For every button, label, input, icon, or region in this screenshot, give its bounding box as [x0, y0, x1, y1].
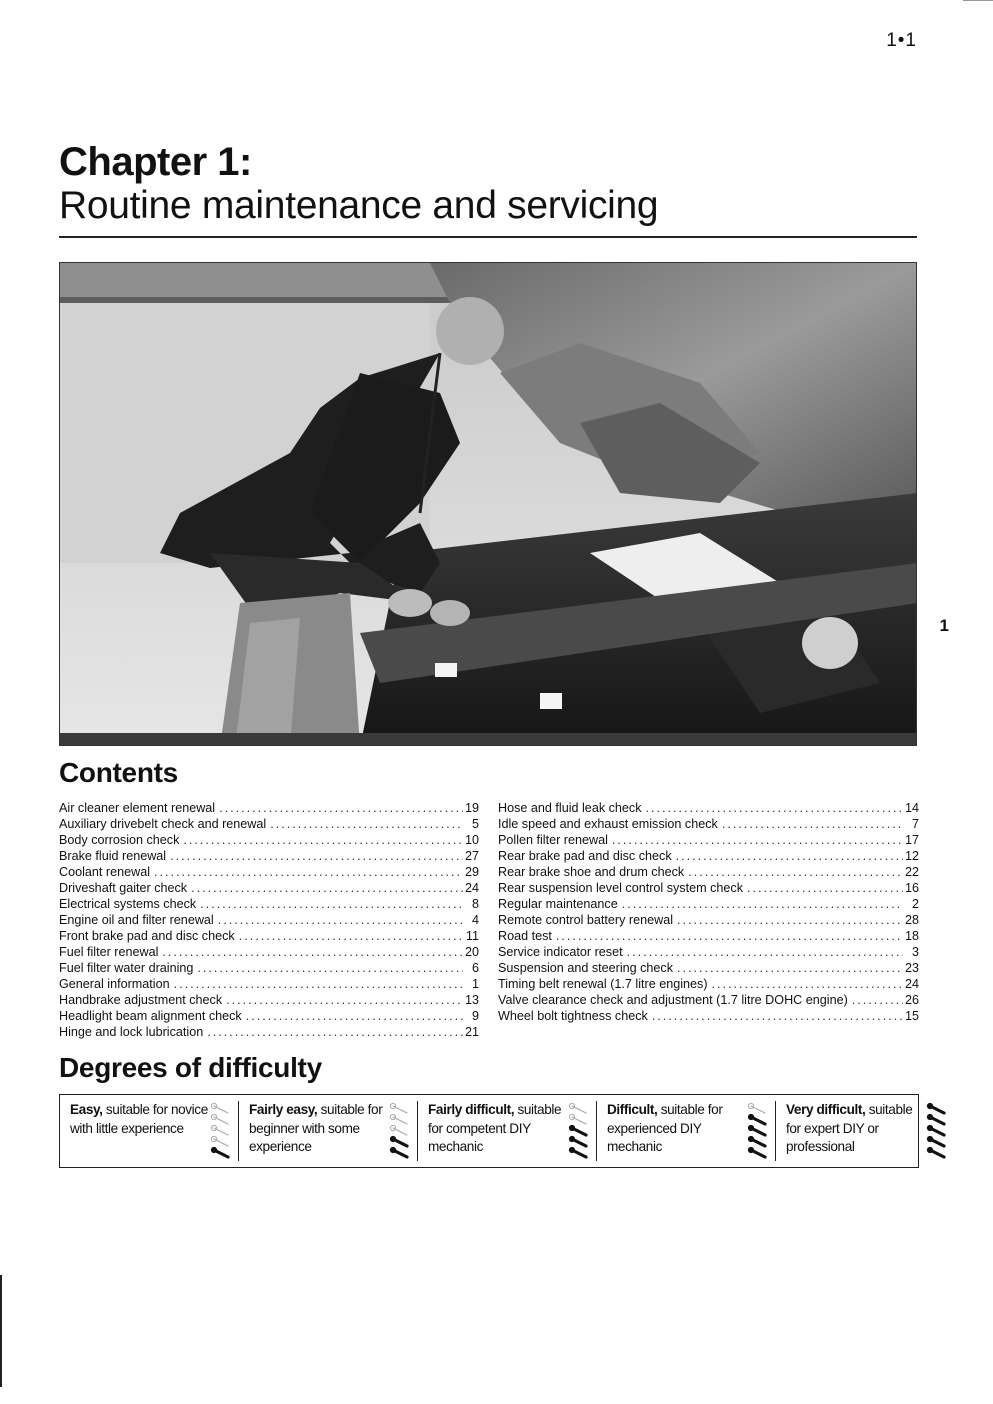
toc-leader — [747, 880, 903, 896]
spanner-outline-icon — [569, 1103, 586, 1113]
toc-entry[interactable]: Hinge and lock lubrication ..... 21 — [59, 1024, 479, 1040]
toc-leader — [191, 880, 463, 896]
toc-entry[interactable]: Remote control battery renewal ..... 28 — [498, 912, 919, 928]
spanner-rating-icons — [747, 1101, 769, 1161]
spanner-outline-icon — [748, 1103, 765, 1113]
toc-entry[interactable]: Body corrosion check ..... 10 — [59, 832, 479, 848]
toc-entry[interactable]: Coolant renewal ..... 29 — [59, 864, 479, 880]
contents-heading: Contents — [59, 757, 178, 788]
toc-entry[interactable]: General information ..... 1 — [59, 976, 479, 992]
toc-entry[interactable]: Brake fluid renewal ..... 27 — [59, 848, 479, 864]
spanner-filled-icon — [927, 1114, 944, 1124]
mechanic-engine-photo — [59, 262, 917, 746]
toc-leader — [622, 896, 903, 912]
difficulty-level-1 — [60, 1101, 238, 1161]
spanner-filled-icon — [748, 1136, 765, 1146]
toc-leader — [174, 976, 463, 992]
spanner-filled-icon — [569, 1147, 586, 1157]
spanner-outline-icon — [211, 1114, 228, 1124]
chapter-subtitle: Routine maintenance and servicing — [59, 184, 659, 227]
spanner-rating-icons — [210, 1101, 232, 1161]
spanner-filled-icon — [927, 1103, 944, 1113]
toc-leader — [226, 992, 463, 1008]
spanner-filled-icon — [569, 1136, 586, 1146]
spanner-outline-icon — [211, 1136, 228, 1146]
toc-entry[interactable]: Driveshaft gaiter check ..... 24 — [59, 880, 479, 896]
difficulty-level-2 — [238, 1101, 417, 1161]
spanner-outline-icon — [211, 1103, 228, 1113]
difficulty-description: Easy, suitable for novice with little experience — [70, 1102, 208, 1136]
toc-leader — [246, 1008, 463, 1024]
toc-entry[interactable]: Air cleaner element renewal ..... 19 — [59, 800, 479, 816]
toc-entry[interactable]: Suspension and steering check ..... 23 — [498, 960, 919, 976]
spanner-outline-icon — [390, 1114, 407, 1124]
toc-leader — [154, 864, 463, 880]
toc-leader — [722, 816, 903, 832]
toc-leader — [677, 912, 903, 928]
toc-leader — [207, 1024, 463, 1040]
toc-leader — [200, 896, 463, 912]
difficulty-rating-box — [59, 1094, 919, 1168]
difficulty-description: Fairly difficult, suitable for competent DIY mechanic — [428, 1102, 562, 1154]
spanner-filled-icon — [390, 1136, 407, 1146]
toc-entry[interactable]: Rear suspension level control system check ..... 16 — [498, 880, 919, 896]
toc-leader — [676, 848, 903, 864]
toc-entry[interactable]: Hose and fluid leak check ..... 14 — [498, 800, 919, 816]
top-edge-mark — [963, 0, 993, 1]
toc-entry[interactable]: Fuel filter renewal ..... 20 — [59, 944, 479, 960]
toc-leader — [170, 848, 463, 864]
photo-illustration — [60, 263, 917, 746]
toc-leader — [627, 944, 903, 960]
spanner-filled-icon — [748, 1114, 765, 1124]
toc-entry[interactable]: Service indicator reset ..... 3 — [498, 944, 919, 960]
toc-leader — [197, 960, 463, 976]
difficulty-heading: Degrees of difficulty — [59, 1052, 322, 1083]
spanner-outline-icon — [211, 1125, 228, 1135]
spanner-rating-icons — [568, 1101, 590, 1161]
spanner-outline-icon — [569, 1114, 586, 1124]
spanner-filled-icon — [927, 1136, 944, 1146]
toc-leader — [556, 928, 903, 944]
toc-leader — [183, 832, 463, 848]
toc-entry[interactable]: Idle speed and exhaust emission check ..... 7 — [498, 816, 919, 832]
toc-leader — [218, 912, 463, 928]
toc-entry[interactable]: Front brake pad and disc check ..... 11 — [59, 928, 479, 944]
toc-leader — [270, 816, 463, 832]
difficulty-description: Difficult, suitable for experienced DIY mechanic — [607, 1102, 723, 1154]
toc-leader — [652, 1008, 903, 1024]
toc-entry[interactable]: Pollen filter renewal ..... 17 — [498, 832, 919, 848]
toc-leader — [219, 800, 463, 816]
spanner-rating-icons — [926, 1101, 948, 1161]
spanner-filled-icon — [927, 1147, 944, 1157]
chapter-side-tab: 1 — [939, 616, 949, 635]
toc-entry[interactable]: Rear brake shoe and drum check ..... 22 — [498, 864, 919, 880]
spanner-filled-icon — [748, 1125, 765, 1135]
toc-leader — [646, 800, 903, 816]
spanner-rating-icons — [389, 1101, 411, 1161]
toc-leader — [162, 944, 463, 960]
toc-entry[interactable]: Fuel filter water draining ..... 6 — [59, 960, 479, 976]
toc-entry[interactable]: Wheel bolt tightness check ..... 15 — [498, 1008, 919, 1024]
toc-entry[interactable]: Road test ..... 18 — [498, 928, 919, 944]
spanner-outline-icon — [390, 1125, 407, 1135]
toc-entry[interactable]: Regular maintenance ..... 2 — [498, 896, 919, 912]
toc-entry[interactable]: Timing belt renewal (1.7 litre engines) ..... 24 — [498, 976, 919, 992]
spanner-filled-icon — [390, 1147, 407, 1157]
contents-list-right — [498, 800, 919, 1024]
toc-leader — [239, 928, 463, 944]
scan-edge-mark — [0, 1275, 2, 1387]
toc-entry[interactable]: Auxiliary drivebelt check and renewal ..... 5 — [59, 816, 479, 832]
toc-entry[interactable]: Headlight beam alignment check ..... 9 — [59, 1008, 479, 1024]
chapter-title: Chapter 1: — [59, 140, 252, 184]
toc-leader — [852, 992, 903, 1008]
toc-leader — [688, 864, 903, 880]
toc-entry[interactable]: Engine oil and filter renewal ..... 4 — [59, 912, 479, 928]
spanner-filled-icon — [211, 1147, 228, 1157]
difficulty-description: Fairly easy, suitable for beginner with some experience — [249, 1102, 383, 1154]
spanner-filled-icon — [748, 1147, 765, 1157]
toc-entry[interactable]: Rear brake pad and disc check ..... 12 — [498, 848, 919, 864]
toc-leader — [677, 960, 903, 976]
toc-leader — [612, 832, 903, 848]
contents-list-left — [59, 800, 479, 1040]
difficulty-level-5 — [775, 1101, 954, 1161]
toc-leader — [712, 976, 903, 992]
toc-entry[interactable]: Handbrake adjustment check ..... 13 — [59, 992, 479, 1008]
spanner-filled-icon — [927, 1125, 944, 1135]
difficulty-description: Very difficult, suitable for expert DIY or professional — [786, 1102, 913, 1154]
difficulty-level-4 — [596, 1101, 775, 1161]
title-rule — [59, 236, 917, 238]
spanner-filled-icon — [569, 1125, 586, 1135]
toc-entry[interactable]: Valve clearance check and adjustment (1.7 litre DOHC engine) ..... 26 — [498, 992, 919, 1008]
toc-entry[interactable]: Electrical systems check ..... 8 — [59, 896, 479, 912]
difficulty-level-3 — [417, 1101, 596, 1161]
page-number: 1•1 — [886, 30, 917, 51]
spanner-outline-icon — [390, 1103, 407, 1113]
